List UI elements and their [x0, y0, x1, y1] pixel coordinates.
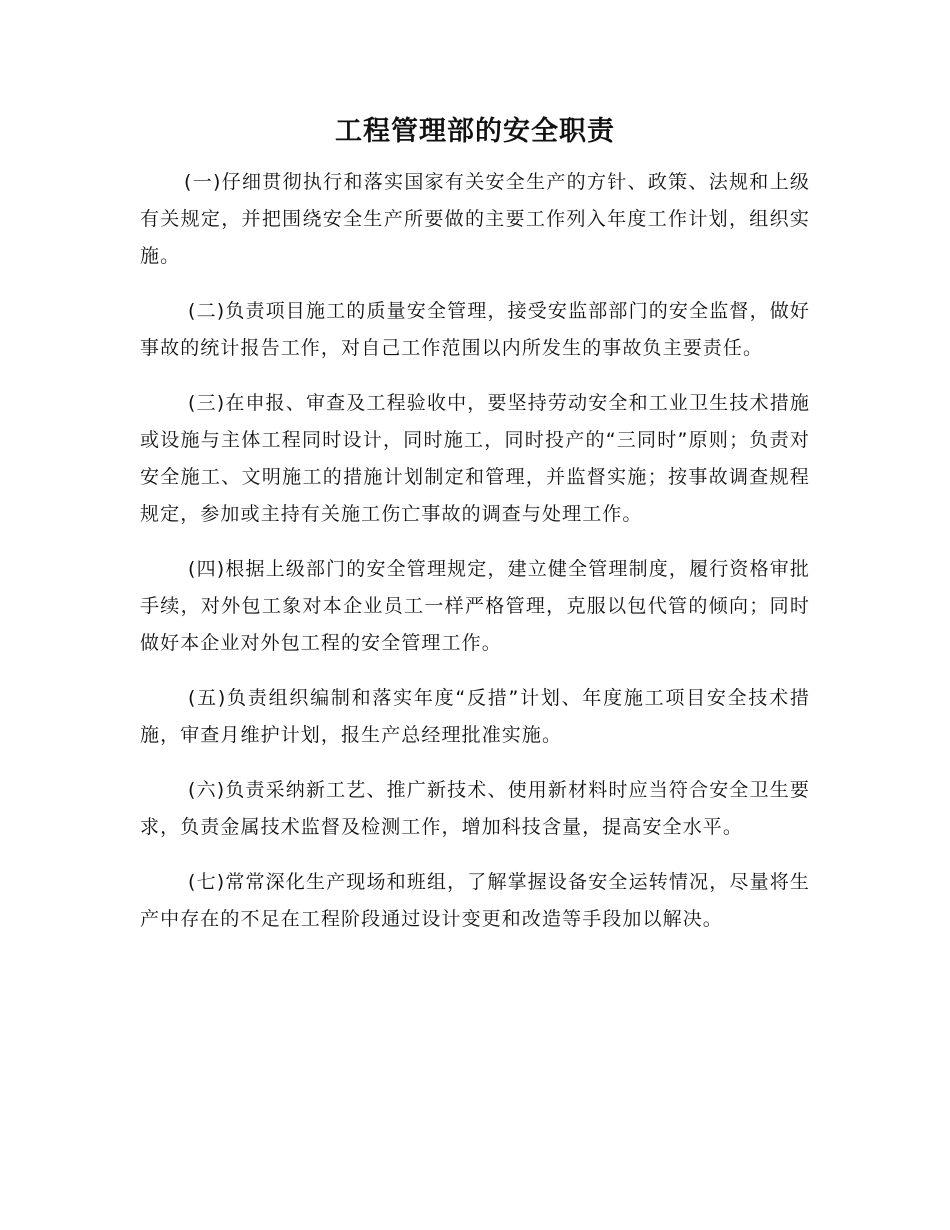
paragraph-6: (六)负责采纳新工艺、推广新技术、使用新材料时应当符合安全卫生要求，负责金属技术监督及检测工作，增加科技含量，提高安全水平。: [140, 779, 810, 838]
paragraph-1: (一)仔细贯彻执行和落实国家有关安全生产的方针、政策、法规和上级有关规定，并把围绕安全生产所要做的主要工作列入年度工作计划，组织实施。: [140, 171, 810, 267]
paragraph-2: (二)负责项目施工的质量安全管理，接受安监部部门的安全监督，做好事故的统计报告工作，对自己工作范围以内所发生的事故负主要责任。: [140, 300, 810, 359]
paragraph-4: (四)根据上级部门的安全管理规定，建立健全管理制度，履行资格审批手续，对外包工象对本企业员工一样严格管理，克服以包代管的倾向；同时做好本企业对外包工程的安全管理工作。: [140, 558, 810, 654]
paragraph-3: (三)在申报、审查及工程验收中，要坚持劳动安全和工业卫生技术措施或设施与主体工程同时设计，同时施工，同时投产的“三同时”原则；负责对安全施工、文明施工的措施计划制定和管理，并监督实施；按事故调查规程规定，参加或主持有关施工伤亡事故的调查与处理工作。: [140, 392, 810, 525]
paragraph-5: (五)负责组织编制和落实年度“反措”计划、年度施工项目安全技术措施，审查月维护计划，报生产总经理批准实施。: [140, 687, 810, 746]
document-body: [140, 164, 810, 956]
page-title: 工程管理部的安全职责: [335, 116, 615, 147]
paragraph-7: (七)常常深化生产现场和班组，了解掌握设备安全运转情况，尽量将生产中存在的不足在工程阶段通过设计变更和改造等手段加以解决。: [140, 871, 810, 930]
